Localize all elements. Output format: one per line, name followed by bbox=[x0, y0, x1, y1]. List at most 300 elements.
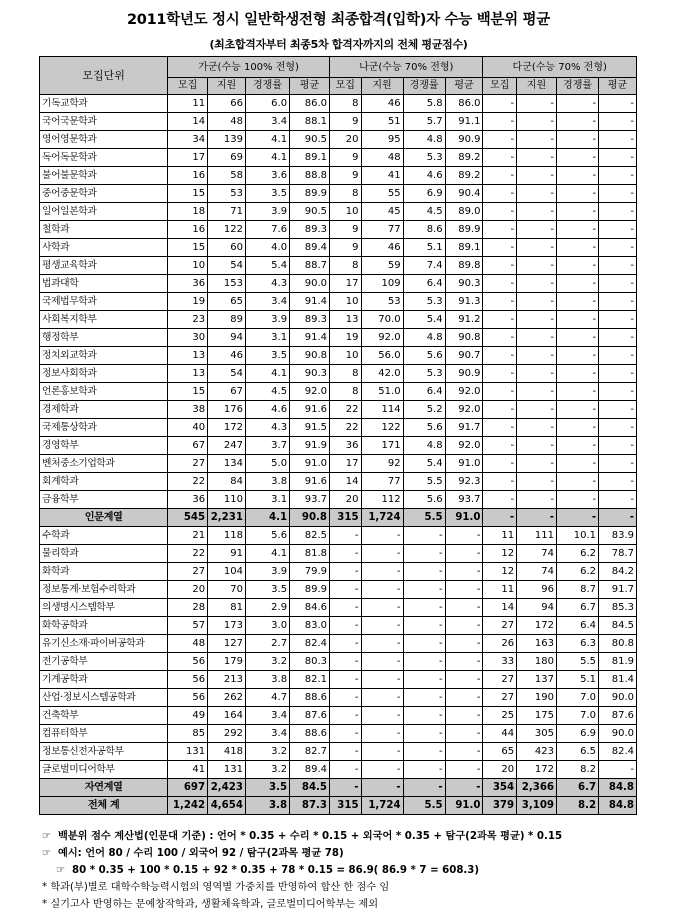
cell-value: 60 bbox=[208, 239, 246, 257]
cell-value: - bbox=[517, 437, 557, 455]
cell-value: 83.0 bbox=[290, 617, 330, 635]
table-row bbox=[40, 581, 637, 599]
table-row bbox=[40, 707, 637, 725]
cell-value: 19 bbox=[330, 329, 362, 347]
cell-value: 5.5 bbox=[403, 509, 445, 527]
cell-value: - bbox=[330, 743, 362, 761]
cell-value: - bbox=[330, 761, 362, 779]
cell-value: - bbox=[483, 95, 517, 113]
cell-value: - bbox=[330, 545, 362, 563]
cell-value: 25 bbox=[483, 707, 517, 725]
cell-value: 38 bbox=[168, 401, 208, 419]
cell-value: 13 bbox=[168, 347, 208, 365]
cell-value: 15 bbox=[168, 239, 208, 257]
cell-value: - bbox=[599, 491, 637, 509]
table-row bbox=[40, 527, 637, 545]
cell-value: 91.9 bbox=[290, 437, 330, 455]
cell-value: 10 bbox=[330, 293, 362, 311]
cell-value: 81.9 bbox=[599, 653, 637, 671]
cell-value: 85.3 bbox=[599, 599, 637, 617]
cell-value: 48 bbox=[361, 149, 403, 167]
cell-value: 3,109 bbox=[517, 797, 557, 815]
notes bbox=[42, 828, 652, 913]
cell-value: - bbox=[445, 653, 483, 671]
header-col: 모집 bbox=[168, 78, 208, 95]
cell-value: 41 bbox=[361, 167, 403, 185]
cell-value: 91.0 bbox=[445, 797, 483, 815]
cell-value: - bbox=[557, 239, 599, 257]
cell-value: - bbox=[403, 617, 445, 635]
cell-value: 67 bbox=[208, 383, 246, 401]
cell-value: - bbox=[517, 275, 557, 293]
note-excluded: * 실기고사 반영하는 문예창작학과, 생활체육학과, 글로벌미디어학부는 제외 bbox=[42, 899, 379, 910]
cell-value: - bbox=[361, 599, 403, 617]
header-col: 모집 bbox=[483, 78, 517, 95]
cell-value: - bbox=[557, 329, 599, 347]
cell-value: 88.1 bbox=[290, 113, 330, 131]
table-row bbox=[40, 95, 637, 113]
cell-value: 91 bbox=[208, 545, 246, 563]
table-row bbox=[40, 689, 637, 707]
cell-value: 111 bbox=[517, 527, 557, 545]
cell-value: - bbox=[557, 347, 599, 365]
cell-value: 41 bbox=[168, 761, 208, 779]
cell-value: 1,242 bbox=[168, 797, 208, 815]
cell-value: 315 bbox=[330, 509, 362, 527]
cell-value: 89.2 bbox=[445, 167, 483, 185]
unit-name: 행정학부 bbox=[40, 329, 168, 347]
cell-value: 6.4 bbox=[557, 617, 599, 635]
note-example: ☞ 예시: 언어 80 / 수리 100 / 외국어 92 / 탐구(2과목 평균 78) bbox=[42, 845, 652, 862]
cell-value: 14 bbox=[330, 473, 362, 491]
cell-value: 90.9 bbox=[445, 365, 483, 383]
cell-value: 8 bbox=[330, 383, 362, 401]
cell-value: - bbox=[599, 437, 637, 455]
cell-value: 70.0 bbox=[361, 311, 403, 329]
cell-value: 5.1 bbox=[403, 239, 445, 257]
cell-value: - bbox=[599, 761, 637, 779]
cell-value: 379 bbox=[483, 797, 517, 815]
cell-value: 77 bbox=[361, 221, 403, 239]
table-row bbox=[40, 473, 637, 491]
unit-name: 정보사회학과 bbox=[40, 365, 168, 383]
cell-value: - bbox=[599, 293, 637, 311]
cell-value: 179 bbox=[208, 653, 246, 671]
cell-value: 51.0 bbox=[361, 383, 403, 401]
cell-value: 118 bbox=[208, 527, 246, 545]
cell-value: 27 bbox=[483, 689, 517, 707]
cell-value: 80.3 bbox=[290, 653, 330, 671]
cell-value: - bbox=[403, 689, 445, 707]
cell-value: 3.6 bbox=[245, 167, 289, 185]
cell-value: 122 bbox=[361, 419, 403, 437]
cell-value: 12 bbox=[483, 563, 517, 581]
cell-value: 131 bbox=[168, 743, 208, 761]
cell-value: 84 bbox=[208, 473, 246, 491]
cell-value: 8 bbox=[330, 95, 362, 113]
cell-value: - bbox=[330, 581, 362, 599]
cell-value: 13 bbox=[168, 365, 208, 383]
header-col: 지원 bbox=[208, 78, 246, 95]
header-col: 경쟁률 bbox=[403, 78, 445, 95]
subtotal-row bbox=[40, 779, 637, 797]
cell-value: - bbox=[483, 383, 517, 401]
cell-value: 20 bbox=[168, 581, 208, 599]
cell-value: - bbox=[599, 185, 637, 203]
cell-value: 89.9 bbox=[290, 581, 330, 599]
cell-value: 13 bbox=[330, 311, 362, 329]
cell-value: 90.0 bbox=[599, 725, 637, 743]
cell-value: - bbox=[517, 473, 557, 491]
table-row bbox=[40, 185, 637, 203]
cell-value: 6.7 bbox=[557, 779, 599, 797]
cell-value: 4.5 bbox=[245, 383, 289, 401]
cell-value: - bbox=[557, 437, 599, 455]
cell-value: 91.0 bbox=[445, 509, 483, 527]
cell-value: 114 bbox=[361, 401, 403, 419]
cell-value: 3.4 bbox=[245, 113, 289, 131]
cell-value: - bbox=[483, 419, 517, 437]
cell-value: - bbox=[599, 401, 637, 419]
cell-value: 40 bbox=[168, 419, 208, 437]
cell-value: 109 bbox=[361, 275, 403, 293]
cell-value: - bbox=[557, 509, 599, 527]
cell-value: - bbox=[557, 383, 599, 401]
cell-value: 83.9 bbox=[599, 527, 637, 545]
cell-value: 4.8 bbox=[403, 131, 445, 149]
header-group-ga: 가군(수능 100% 전형) bbox=[168, 57, 330, 78]
cell-value: - bbox=[483, 149, 517, 167]
cell-value: 82.4 bbox=[599, 743, 637, 761]
cell-value: 84.2 bbox=[599, 563, 637, 581]
cell-value: 110 bbox=[208, 491, 246, 509]
cell-value: 2,231 bbox=[208, 509, 246, 527]
cell-value: 8.7 bbox=[557, 581, 599, 599]
cell-value: - bbox=[330, 725, 362, 743]
cell-value: - bbox=[445, 707, 483, 725]
cell-value: 53 bbox=[361, 293, 403, 311]
cell-value: 6.9 bbox=[403, 185, 445, 203]
cell-value: 9 bbox=[330, 167, 362, 185]
cell-value: 80.8 bbox=[599, 635, 637, 653]
cell-value: 8 bbox=[330, 365, 362, 383]
cell-value: 3.8 bbox=[245, 671, 289, 689]
cell-value: 81 bbox=[208, 599, 246, 617]
cell-value: 27 bbox=[168, 455, 208, 473]
unit-name: 불어불문학과 bbox=[40, 167, 168, 185]
cell-value: - bbox=[361, 707, 403, 725]
cell-value: - bbox=[483, 491, 517, 509]
cell-value: 92.0 bbox=[445, 383, 483, 401]
unit-name: 국제법무학과 bbox=[40, 293, 168, 311]
cell-value: 8 bbox=[330, 185, 362, 203]
cell-value: 5.3 bbox=[403, 365, 445, 383]
cell-value: - bbox=[557, 365, 599, 383]
cell-value: 10 bbox=[330, 347, 362, 365]
cell-value: - bbox=[557, 293, 599, 311]
cell-value: 4.1 bbox=[245, 131, 289, 149]
cell-value: 7.6 bbox=[245, 221, 289, 239]
unit-name: 독어독문학과 bbox=[40, 149, 168, 167]
cell-value: - bbox=[483, 401, 517, 419]
table-row bbox=[40, 113, 637, 131]
cell-value: - bbox=[483, 113, 517, 131]
unit-name: 글로벌미디어학부 bbox=[40, 761, 168, 779]
cell-value: 8.2 bbox=[557, 797, 599, 815]
cell-value: 5.3 bbox=[403, 293, 445, 311]
cell-value: 354 bbox=[483, 779, 517, 797]
cell-value: 3.1 bbox=[245, 491, 289, 509]
cell-value: 22 bbox=[168, 473, 208, 491]
cell-value: - bbox=[599, 113, 637, 131]
cell-value: 28 bbox=[168, 599, 208, 617]
unit-name: 자연계열 bbox=[40, 779, 168, 797]
cell-value: - bbox=[599, 419, 637, 437]
cell-value: 92.0 bbox=[290, 383, 330, 401]
table-row bbox=[40, 149, 637, 167]
cell-value: 86.0 bbox=[445, 95, 483, 113]
table-row bbox=[40, 761, 637, 779]
cell-value: 55 bbox=[361, 185, 403, 203]
cell-value: - bbox=[403, 599, 445, 617]
cell-value: - bbox=[599, 383, 637, 401]
cell-value: - bbox=[403, 581, 445, 599]
cell-value: 171 bbox=[361, 437, 403, 455]
header-col: 평균 bbox=[290, 78, 330, 95]
cell-value: 89.0 bbox=[445, 203, 483, 221]
table-row bbox=[40, 383, 637, 401]
cell-value: 42.0 bbox=[361, 365, 403, 383]
table-row bbox=[40, 239, 637, 257]
cell-value: 90.8 bbox=[290, 509, 330, 527]
cell-value: 20 bbox=[330, 491, 362, 509]
cell-value: - bbox=[517, 347, 557, 365]
cell-value: 88.8 bbox=[290, 167, 330, 185]
header-group-na: 나군(수능 70% 전형) bbox=[330, 57, 483, 78]
page-subtitle: (최초합격자부터 최종5차 합격자까지의 전체 평균점수) bbox=[209, 38, 468, 51]
table-row bbox=[40, 311, 637, 329]
cell-value: - bbox=[445, 581, 483, 599]
cell-value: - bbox=[599, 329, 637, 347]
cell-value: 2.9 bbox=[245, 599, 289, 617]
cell-value: 84.8 bbox=[599, 797, 637, 815]
cell-value: 3.2 bbox=[245, 743, 289, 761]
cell-value: 11 bbox=[168, 95, 208, 113]
cell-value: 7.0 bbox=[557, 707, 599, 725]
cell-value: 48 bbox=[208, 113, 246, 131]
cell-value: 90.0 bbox=[290, 275, 330, 293]
cell-value: - bbox=[361, 617, 403, 635]
cell-value: - bbox=[557, 473, 599, 491]
header-col: 평균 bbox=[599, 78, 637, 95]
cell-value: 91.7 bbox=[445, 419, 483, 437]
unit-name: 국제통상학과 bbox=[40, 419, 168, 437]
cell-value: 88.6 bbox=[290, 689, 330, 707]
cell-value: 18 bbox=[168, 203, 208, 221]
cell-value: 3.2 bbox=[245, 653, 289, 671]
cell-value: - bbox=[557, 401, 599, 419]
cell-value: 5.0 bbox=[245, 455, 289, 473]
cell-value: 49 bbox=[168, 707, 208, 725]
cell-value: - bbox=[445, 689, 483, 707]
cell-value: 4.3 bbox=[245, 419, 289, 437]
cell-value: 23 bbox=[168, 311, 208, 329]
cell-value: - bbox=[445, 671, 483, 689]
cell-value: 6.2 bbox=[557, 563, 599, 581]
unit-name: 기계공학과 bbox=[40, 671, 168, 689]
cell-value: - bbox=[330, 653, 362, 671]
pointing-hand-icon: ☞ bbox=[56, 865, 66, 876]
cell-value: 91.1 bbox=[445, 113, 483, 131]
cell-value: 93.7 bbox=[445, 491, 483, 509]
cell-value: 84.6 bbox=[290, 599, 330, 617]
cell-value: 74 bbox=[517, 563, 557, 581]
unit-name: 화학과 bbox=[40, 563, 168, 581]
cell-value: - bbox=[517, 95, 557, 113]
cell-value: 418 bbox=[208, 743, 246, 761]
cell-value: 4.6 bbox=[403, 167, 445, 185]
cell-value: - bbox=[361, 779, 403, 797]
unit-name: 산업·정보시스템공학과 bbox=[40, 689, 168, 707]
cell-value: 90.9 bbox=[445, 131, 483, 149]
cell-value: 90.8 bbox=[445, 329, 483, 347]
cell-value: - bbox=[517, 167, 557, 185]
cell-value: - bbox=[599, 311, 637, 329]
cell-value: - bbox=[330, 599, 362, 617]
cell-value: 93.7 bbox=[290, 491, 330, 509]
cell-value: - bbox=[557, 311, 599, 329]
unit-name: 전기공학부 bbox=[40, 653, 168, 671]
cell-value: 172 bbox=[517, 617, 557, 635]
cell-value: 30 bbox=[168, 329, 208, 347]
cell-value: - bbox=[517, 455, 557, 473]
cell-value: - bbox=[483, 347, 517, 365]
cell-value: 92.3 bbox=[445, 473, 483, 491]
cell-value: - bbox=[330, 707, 362, 725]
table-row bbox=[40, 221, 637, 239]
cell-value: 3.5 bbox=[245, 581, 289, 599]
cell-value: - bbox=[557, 491, 599, 509]
cell-value: 90.5 bbox=[290, 131, 330, 149]
cell-value: 94 bbox=[208, 329, 246, 347]
cell-value: 92 bbox=[361, 455, 403, 473]
cell-value: 90.3 bbox=[290, 365, 330, 383]
unit-name: 평생교육학과 bbox=[40, 257, 168, 275]
header-group-da: 다군(수능 70% 전형) bbox=[483, 57, 637, 78]
cell-value: 17 bbox=[330, 275, 362, 293]
cell-value: - bbox=[599, 509, 637, 527]
pointing-hand-icon: ☞ bbox=[42, 848, 52, 859]
unit-name: 영어영문학과 bbox=[40, 131, 168, 149]
cell-value: 56 bbox=[168, 671, 208, 689]
cell-value: 5.6 bbox=[403, 491, 445, 509]
cell-value: 137 bbox=[517, 671, 557, 689]
table-row bbox=[40, 293, 637, 311]
cell-value: - bbox=[361, 653, 403, 671]
cell-value: 56 bbox=[168, 653, 208, 671]
table-row bbox=[40, 437, 637, 455]
cell-value: 9 bbox=[330, 221, 362, 239]
cell-value: - bbox=[483, 239, 517, 257]
cell-value: 88.7 bbox=[290, 257, 330, 275]
cell-value: 5.4 bbox=[245, 257, 289, 275]
cell-value: 45 bbox=[361, 203, 403, 221]
cell-value: 6.7 bbox=[557, 599, 599, 617]
cell-value: - bbox=[517, 401, 557, 419]
unit-name: 정보통계·보험수리학과 bbox=[40, 581, 168, 599]
cell-value: 3.8 bbox=[245, 797, 289, 815]
cell-value: 89.4 bbox=[290, 239, 330, 257]
table-row bbox=[40, 635, 637, 653]
cell-value: - bbox=[445, 545, 483, 563]
cell-value: 91.0 bbox=[445, 455, 483, 473]
score-table bbox=[39, 56, 637, 815]
note-weights: * 학과(부)별로 대학수학능력시험의 영역별 가중치를 반영하여 합산 한 점수 임 bbox=[42, 882, 390, 893]
cell-value: 172 bbox=[517, 761, 557, 779]
cell-value: 77 bbox=[361, 473, 403, 491]
cell-value: 176 bbox=[208, 401, 246, 419]
cell-value: 6.5 bbox=[557, 743, 599, 761]
cell-value: - bbox=[445, 725, 483, 743]
cell-value: 91.2 bbox=[445, 311, 483, 329]
cell-value: 90.4 bbox=[445, 185, 483, 203]
note-calc: ☞ 80 * 0.35 + 100 * 0.15 + 92 * 0.35 + 78 * 0.15 = 86.9( 86.9 * 7 = 608.3) bbox=[42, 862, 652, 879]
cell-value: 82.5 bbox=[290, 527, 330, 545]
unit-name: 정치외교학과 bbox=[40, 347, 168, 365]
cell-value: 67 bbox=[168, 437, 208, 455]
cell-value: 131 bbox=[208, 761, 246, 779]
cell-value: 190 bbox=[517, 689, 557, 707]
cell-value: - bbox=[483, 437, 517, 455]
cell-value: 172 bbox=[208, 419, 246, 437]
cell-value: - bbox=[330, 671, 362, 689]
cell-value: 78.7 bbox=[599, 545, 637, 563]
cell-value: - bbox=[483, 257, 517, 275]
cell-value: - bbox=[361, 743, 403, 761]
cell-value: - bbox=[557, 221, 599, 239]
cell-value: - bbox=[517, 257, 557, 275]
cell-value: 84.8 bbox=[599, 779, 637, 797]
cell-value: - bbox=[557, 167, 599, 185]
cell-value: 3.5 bbox=[245, 347, 289, 365]
cell-value: 27 bbox=[168, 563, 208, 581]
cell-value: 46 bbox=[208, 347, 246, 365]
cell-value: 4.8 bbox=[403, 437, 445, 455]
cell-value: 22 bbox=[330, 419, 362, 437]
header-unit: 모집단위 bbox=[40, 57, 168, 95]
table-row bbox=[40, 347, 637, 365]
cell-value: - bbox=[517, 149, 557, 167]
cell-value: - bbox=[445, 599, 483, 617]
cell-value: 11 bbox=[483, 581, 517, 599]
cell-value: - bbox=[403, 761, 445, 779]
cell-value: 89.3 bbox=[290, 221, 330, 239]
cell-value: 27 bbox=[483, 671, 517, 689]
cell-value: 4.0 bbox=[245, 239, 289, 257]
cell-value: - bbox=[403, 563, 445, 581]
note-formula: ☞ 백분위 점수 계산법(인문대 기준) : 언어 * 0.35 + 수리 * 0.15 + 외국어 * 0.35 + 탐구(2과목 평균) * 0.15 bbox=[42, 828, 652, 845]
cell-value: 6.4 bbox=[403, 383, 445, 401]
cell-value: 89.4 bbox=[290, 761, 330, 779]
cell-value: 7.4 bbox=[403, 257, 445, 275]
header-col: 모집 bbox=[330, 78, 362, 95]
cell-value: 8 bbox=[330, 257, 362, 275]
cell-value: 84.5 bbox=[290, 779, 330, 797]
cell-value: - bbox=[557, 419, 599, 437]
unit-name: 사학과 bbox=[40, 239, 168, 257]
cell-value: - bbox=[483, 185, 517, 203]
cell-value: 9 bbox=[330, 149, 362, 167]
